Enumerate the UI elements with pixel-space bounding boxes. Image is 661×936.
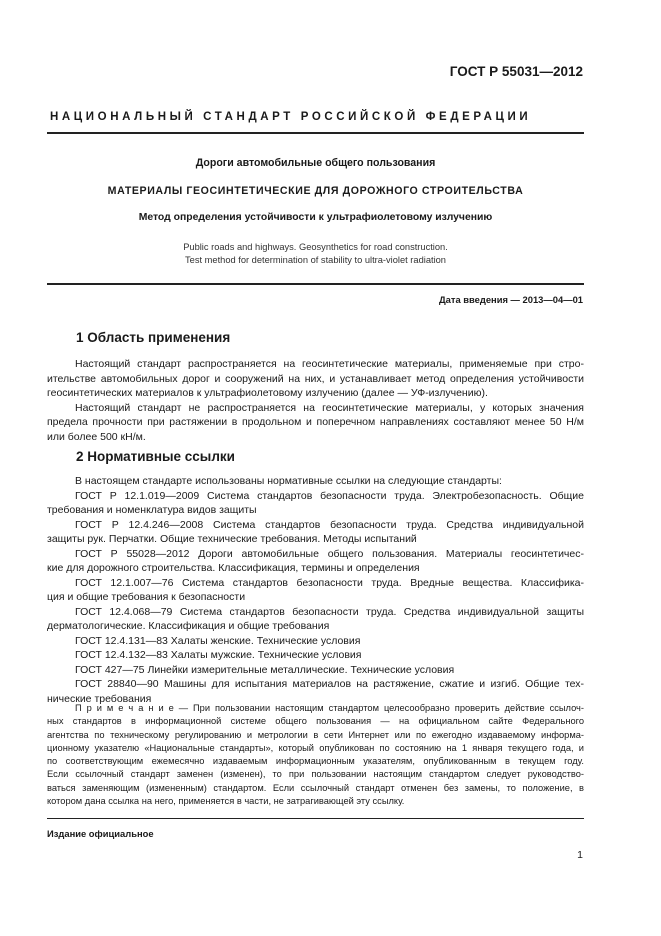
reference-line: нические требования [47,692,152,705]
text-line: предела прочности при растяжении в продольном и поперечном направлениях составляют менее 50 Н/м [47,416,584,428]
page-number: 1 [577,849,583,861]
reference-line: требования и номенклатура видов защиты [47,504,257,516]
text-line: Настоящий стандарт не распространяется на геосинтетические материалы, у которых значения [75,401,584,414]
reference-line: ГОСТ Р 55028—2012 Дороги автомобильные общего пользования. Материалы геосинтетичес- [75,547,584,560]
title-line-2: МАТЕРИАЛЫ ГЕОСИНТЕТИЧЕСКИЕ ДЛЯ ДОРОЖНОГО СТРОИТЕЛЬСТВА [107,185,524,197]
official-edition-label: Издание официальное [47,828,154,839]
text-line: В настоящем стандарте использованы нормативные ссылки на следующие стандарты: [75,475,502,487]
header-rule [47,132,584,134]
reference-line: защиты рук. Перчатки. Общие технические требования. Методы испытаний [47,533,417,545]
note-line: котором дана ссылка на него, применяется в части, не затрагивающей эту ссылку. [47,796,405,807]
reference-line: ГОСТ Р 12.1.019—2009 Система стандартов безопасности труда. Электробезопасность. Общие [75,489,584,502]
reference-line: ГОСТ 12.4.068—79 Система стандартов безопасности труда. Средства индивидуальной защиты [75,605,584,618]
reference-line: дерматологические. Классификация и общие требования [47,620,330,632]
note-line: П р и м е ч а н и е — При пользовании настоящим стандартом целесообразно проверить действие ссылоч- [75,703,584,713]
section-2-heading: 2 Нормативные ссылки [76,449,235,464]
date-of-introduction: Дата введения — 2013—04—01 [438,294,583,305]
section-1-body [47,357,584,444]
text-line: геосинтетических материалов к ультрафиолетовому излучению (далее — УФ-излучению). [47,387,488,399]
note-line: по соответствующим ежемесячно издаваемым информационным указателям, опубликованным в текущем году. [47,756,584,767]
note-line: ционному указателю «Национальные стандарты», который опубликован по состоянию на 1 января текущего года, и [47,742,584,753]
text-line: Настоящий стандарт распространяется на геосинтетические материалы, применяемые при стро- [75,358,584,370]
note-block [47,702,584,808]
reference-line: кие для дорожного строительства. Классификация, термины и определения [47,562,420,574]
note-line: Если ссылочный стандарт заменен (изменен), то при пользовании настоящим стандартом следует руководство- [47,769,584,780]
reference-line: ГОСТ Р 12.4.246—2008 Система стандартов безопасности труда. Средства индивидуальной [75,518,584,531]
text-line: ительстве автомобильных дорог и сооружений на них, и устанавливает метод определения устойчивости [47,372,584,385]
english-title-line-1: Public roads and highways. Geosynthetics for road construction. [183,242,448,252]
footer-rule [47,818,584,819]
note-line: ных стандартов в информационной системе общего пользования — на официальном сайте Федерального [47,716,584,727]
reference-line: ГОСТ 28840—90 Машины для испытания материалов на растяжение, сжатие и изгиб. Общие тех- [75,678,584,690]
standard-title: НАЦИОНАЛЬНЫЙ СТАНДАРТ РОССИЙСКОЙ ФЕДЕРАЦИИ [50,111,532,123]
reference-line: ция и общие требования к безопасности [47,591,246,603]
reference-line: ГОСТ 12.4.132—83 Халаты мужские. Технические условия [75,649,362,661]
title-line-3: Метод определения устойчивости к ультрафиолетовому излучению [138,212,493,223]
title-rule [47,283,584,285]
section-1-heading: 1 Область применения [76,330,231,345]
title-line-1: Дороги автомобильные общего пользования [195,157,436,169]
note-line: агентства по техническому регулированию и метрологии в сети Интернет или по ежегодно издаваемому информа- [47,729,584,740]
english-title-line-2: Test method for determination of stability to ultra-violet radiation [185,255,446,265]
text-line: или более 500 кН/м. [47,430,146,443]
gost-code: ГОСТ Р 55031—2012 [449,64,583,79]
section-2-body [47,474,584,706]
reference-line: ГОСТ 427—75 Линейки измерительные металлические. Технические условия [75,663,455,676]
note-line: ваться заменяющим (измененным) стандартом. Если ссылочный стандарт отменен без замены, то положение, в [47,782,584,793]
reference-line: ГОСТ 12.4.131—83 Халаты женские. Технические условия [75,634,361,647]
reference-line: ГОСТ 12.1.007—76 Система стандартов безопасности труда. Вредные вещества. Классифика- [75,576,584,589]
